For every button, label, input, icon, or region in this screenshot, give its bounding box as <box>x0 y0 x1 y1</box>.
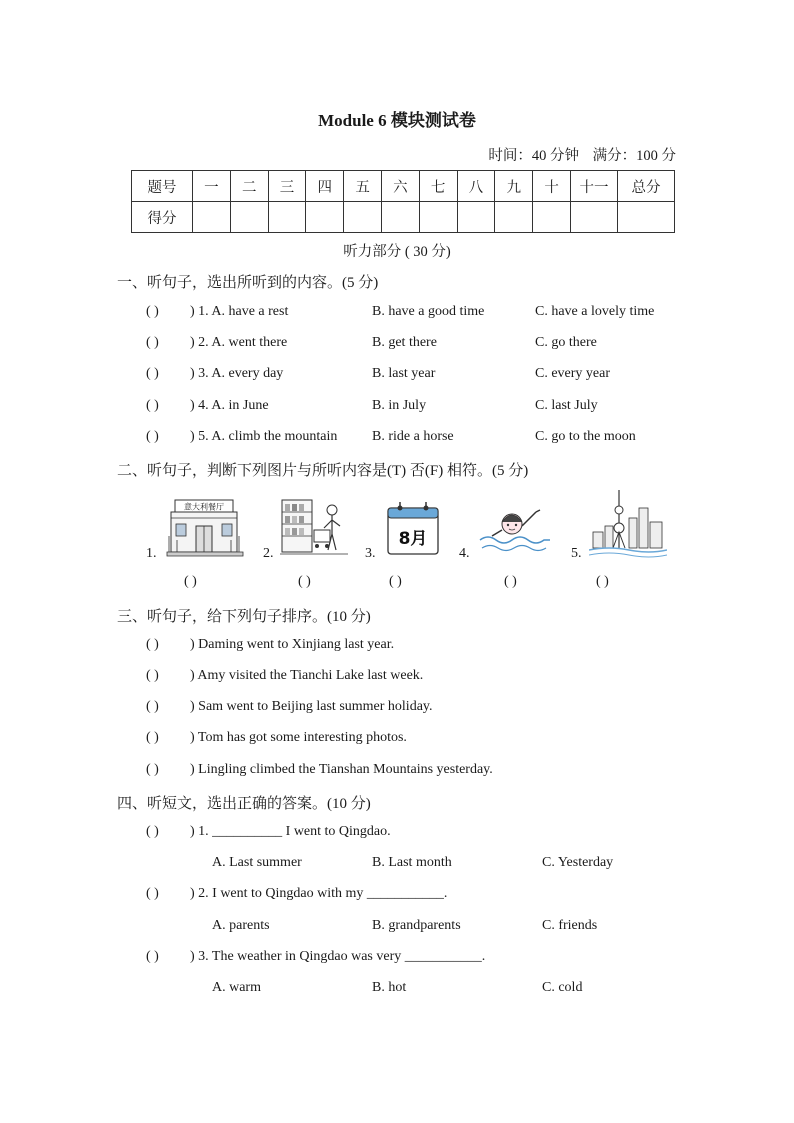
answer-blank[interactable]: ( ) <box>146 398 159 413</box>
score-cell: 一 <box>193 171 231 202</box>
full-score: 满分：100 分 <box>592 148 676 164</box>
score-cell: 十一 <box>571 171 618 202</box>
exam-meta <box>478 144 676 165</box>
score-entry-cell[interactable] <box>618 202 675 233</box>
swimming-picture <box>478 500 552 558</box>
order-blank[interactable]: ( ) <box>146 699 159 714</box>
passage-q2-option-c: C. friends <box>542 918 598 933</box>
time-limit: 时间：40 分钟 <box>488 148 579 164</box>
score-cell: 八 <box>457 171 495 202</box>
page-title: Module 6 模块测试卷 <box>318 111 476 130</box>
order-sentence: ) Amy visited the Tianchi Lake last week. <box>190 668 424 683</box>
passage-q2-option-a: A. parents <box>212 918 270 933</box>
passage-q1-option-c: C. Yesterday <box>542 855 614 870</box>
answer-blank[interactable]: ( ) <box>146 824 159 839</box>
section1-heading: 一、听句子，选出所听到的内容。(5 分) <box>117 275 379 291</box>
score-entry-cell[interactable] <box>268 202 306 233</box>
calendar-month-text: 8月 <box>398 529 428 549</box>
score-cell: 总分 <box>618 171 675 202</box>
question-4-a: ) 4. A. in June <box>190 398 269 413</box>
score-cell: 得分 <box>132 202 193 233</box>
question-5-a: ) 5. A. climb the mountain <box>190 429 338 444</box>
answer-blank[interactable]: ( ) <box>146 949 159 964</box>
restaurant-picture <box>165 496 245 560</box>
question-2-c: C. go there <box>535 335 597 350</box>
passage-q3-option-c: C. cold <box>542 980 583 995</box>
picture-number-4: 4. <box>459 546 470 561</box>
score-entry-cell[interactable] <box>419 202 457 233</box>
order-sentence: ) Sam went to Beijing last summer holiday. <box>190 699 433 714</box>
score-table-header-row <box>132 171 675 202</box>
score-entry-cell[interactable] <box>230 202 268 233</box>
order-blank[interactable]: ( ) <box>146 668 159 683</box>
section3-heading: 三、听句子，给下列句子排序。(10 分) <box>117 609 371 625</box>
picture-number-2: 2. <box>263 546 274 561</box>
question-4-b: B. in July <box>372 398 427 413</box>
passage-q3-option-a: A. warm <box>212 980 261 995</box>
score-table-score-row <box>132 202 675 233</box>
listening-part-label: 听力部分 ( 30 分) <box>343 244 451 260</box>
supermarket-picture <box>278 496 350 560</box>
score-cell: 十 <box>533 171 571 202</box>
city-skyline-picture <box>589 488 667 560</box>
score-entry-cell[interactable] <box>381 202 419 233</box>
answer-blank[interactable]: ( ) <box>146 335 159 350</box>
passage-q1-option-a: A. Last summer <box>212 855 302 870</box>
question-2-b: B. get there <box>372 335 437 350</box>
order-blank[interactable]: ( ) <box>146 637 159 652</box>
score-entry-cell[interactable] <box>457 202 495 233</box>
order-blank[interactable]: ( ) <box>146 762 159 777</box>
score-cell: 六 <box>381 171 419 202</box>
order-sentence: ) Tom has got some interesting photos. <box>190 730 407 745</box>
score-entry-cell[interactable] <box>193 202 231 233</box>
picture-number-5: 5. <box>571 546 582 561</box>
score-entry-cell[interactable] <box>571 202 618 233</box>
section2-heading: 二、听句子，判断下列图片与所听内容是(T) 否(F) 相符。(5 分) <box>117 463 529 479</box>
score-entry-cell[interactable] <box>344 202 382 233</box>
tf-answer-blank-2[interactable]: ( ) <box>298 574 311 589</box>
passage-q2-option-b: B. grandparents <box>372 918 461 933</box>
question-1-a: ) 1. A. have a rest <box>190 304 289 319</box>
passage-q1-option-b: B. Last month <box>372 855 452 870</box>
order-sentence: ) Lingling climbed the Tianshan Mountains yesterday. <box>190 762 493 777</box>
answer-blank[interactable]: ( ) <box>146 366 159 381</box>
score-entry-cell[interactable] <box>306 202 344 233</box>
passage-question-2: ) 2. I went to Qingdao with my ___________. <box>190 886 448 901</box>
score-cell: 七 <box>419 171 457 202</box>
score-cell: 题号 <box>132 171 193 202</box>
passage-question-3: ) 3. The weather in Qingdao was very ___________. <box>190 949 486 964</box>
score-cell: 五 <box>344 171 382 202</box>
order-blank[interactable]: ( ) <box>146 730 159 745</box>
question-2-a: ) 2. A. went there <box>190 335 288 350</box>
score-entry-cell[interactable] <box>495 202 533 233</box>
question-3-a: ) 3. A. every day <box>190 366 284 381</box>
score-cell: 三 <box>268 171 306 202</box>
question-5-c: C. go to the moon <box>535 429 636 444</box>
picture-number-3: 3. <box>365 546 376 561</box>
question-4-c: C. last July <box>535 398 598 413</box>
question-5-b: B. ride a horse <box>372 429 454 444</box>
passage-question-1: ) 1. __________ I went to Qingdao. <box>190 824 391 839</box>
answer-blank[interactable]: ( ) <box>146 429 159 444</box>
answer-blank[interactable]: ( ) <box>146 886 159 901</box>
score-cell: 四 <box>306 171 344 202</box>
passage-q3-option-b: B. hot <box>372 980 407 995</box>
tf-answer-blank-5[interactable]: ( ) <box>596 574 609 589</box>
question-1-b: B. have a good time <box>372 304 485 319</box>
calendar-picture <box>384 498 442 558</box>
tf-answer-blank-3[interactable]: ( ) <box>389 574 402 589</box>
question-3-c: C. every year <box>535 366 611 381</box>
picture-number-1: 1. <box>146 546 157 561</box>
question-3-b: B. last year <box>372 366 436 381</box>
score-cell: 九 <box>495 171 533 202</box>
question-1-c: C. have a lovely time <box>535 304 655 319</box>
score-table <box>131 170 675 233</box>
order-sentence: ) Daming went to Xinjiang last year. <box>190 637 395 652</box>
answer-blank[interactable]: ( ) <box>146 304 159 319</box>
tf-answer-blank-4[interactable]: ( ) <box>504 574 517 589</box>
restaurant-sign-text: 意大利餐厅 <box>184 502 224 512</box>
score-entry-cell[interactable] <box>533 202 571 233</box>
score-cell: 二 <box>230 171 268 202</box>
section4-heading: 四、听短文，选出正确的答案。(10 分) <box>117 796 371 812</box>
tf-answer-blank-1[interactable]: ( ) <box>184 574 197 589</box>
